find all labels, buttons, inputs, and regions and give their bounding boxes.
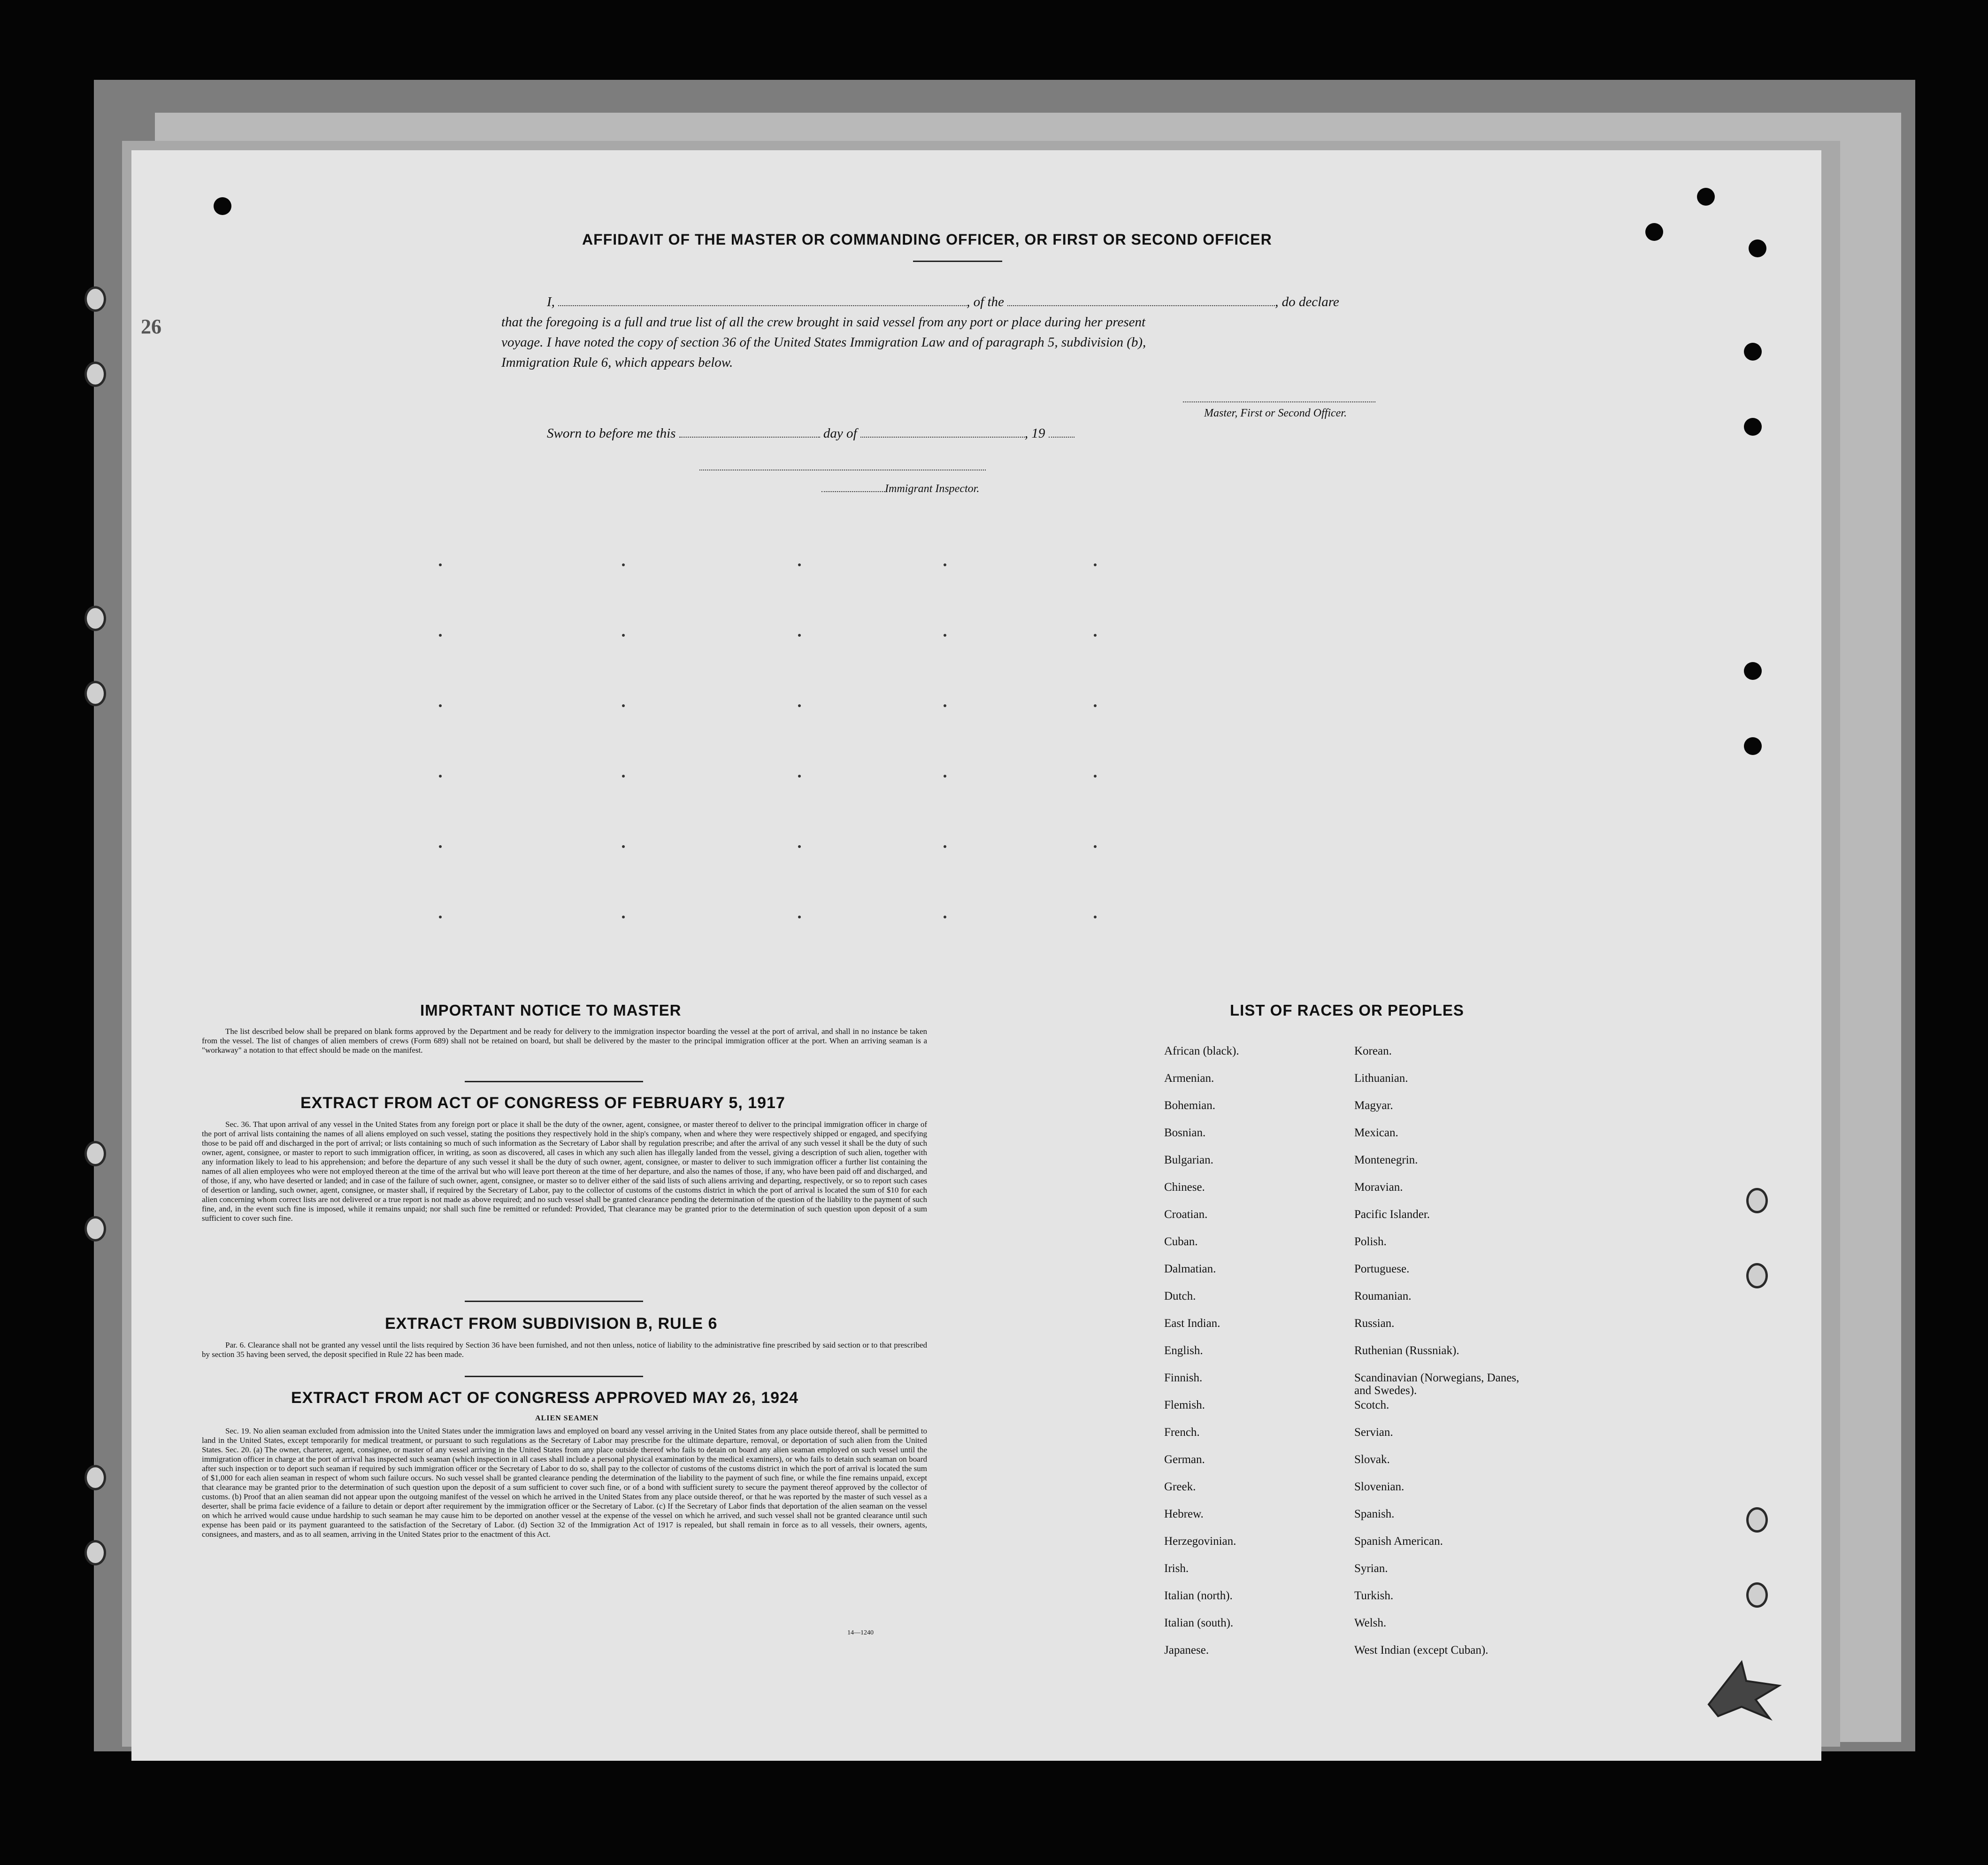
race-item: Mexican.: [1354, 1126, 1398, 1139]
race-item: Italian (north).: [1164, 1589, 1233, 1602]
name-blank[interactable]: [558, 305, 967, 306]
ring-hole: [84, 1216, 106, 1241]
sworn-text: , 19: [1024, 426, 1045, 441]
ghost-dot: [944, 916, 946, 918]
race-item: Lithuanian.: [1354, 1072, 1408, 1085]
ghost-dot: [798, 845, 801, 848]
divider: [465, 1081, 643, 1082]
inspector-label-text: Immigrant Inspector.: [885, 483, 980, 495]
subdivision-text: Par. 6. Clearance shall not be granted any vessel until the lists required by Section 36 have been furnished, and not then unless, notice of liability to the administrative fine prescribed by said section or to that prescribed by section 35 having been served, the deposit specified in Rule 22 has been made.: [202, 1341, 927, 1359]
ghost-dot: [439, 704, 442, 707]
affidavit-line-1: [547, 292, 1415, 312]
ring-hole: [84, 1540, 106, 1565]
race-item: Finnish.: [1164, 1372, 1203, 1384]
race-item: Flemish.: [1164, 1399, 1205, 1411]
race-item: Herzegovinian.: [1164, 1535, 1236, 1548]
race-item: French.: [1164, 1426, 1200, 1439]
ring-hole: [1746, 1188, 1768, 1213]
extract-1917-title: EXTRACT FROM ACT OF CONGRESS OF FEBRUARY 5, 1917: [300, 1094, 785, 1112]
race-item: English.: [1164, 1344, 1203, 1357]
ghost-dot: [622, 563, 625, 566]
divider: [465, 1376, 643, 1377]
ghost-dot: [944, 845, 946, 848]
extract-1924-text: Sec. 19. No alien seaman excluded from admission into the United States under the immigration laws and employed on board any vessel arriving in the United States from any place outside thereof, shall be permitted to land in the United States, except temporarily for medical treatment, or pursuant to such regulations as the Secretary of Labor may prescribe for the ultimate departure, removal, or deportation of such alien from the United States. Sec. 20. (a) The owner, charterer, agent, consignee, or master of any vessel arriving in the United States from any place outside thereof who fails to detain on board any alien seaman employed on such vessel until the immigration officer in charge at the port of arrival has inspected such seaman (which inspection in all cases shall include a personal physical examination by the medical examiners), or who fails to detain such seaman on board after such inspection or to deport such seaman if required by such immigration officer or the Secretary of Labor to do so, shall pay to the collector of customs of the customs district in which the port of arrival is located the sum of $1,000 for each alien seaman in respect of whom such failure occurs. No such vessel shall be granted clearance pending the determination of the liability to the payment of such fine, or while the fine remains unpaid, except that clearance may be granted prior to the determination of such question upon the deposit of a sum sufficient to cover such fine, or of a bond with sufficient surety to secure the payment thereof approved by the collector of customs. (b) Proof that an alien seaman did not appear upon the outgoing manifest of the vessel on which he arrived in the United States from any place outside thereof, or that he was reported by the master of such vessel as a deserter, shall be prima facie evidence of a failure to detain or deport after requirement by the immigration officer or the Secretary of Labor. (c) If the Secretary of Labor finds that deportation of the alien seaman on the vessel on which he arrived would cause undue hardship to such seaman he may cause him to be deported on another vessel at the expense of the vessel on which he arrived, and such vessel shall not be granted clearance until such expense has been paid or its payment guaranteed to the satisfaction of the Secretary of Labor. (d) Section 32 of the Immigration Act of 1917 is repealed, but shall remain in force as to all vessels, their owners, agents, consignees, and masters, and as to all seamen, arriving in the United States prior to the enactment of this Act.: [202, 1426, 927, 1539]
race-item: Welsh.: [1354, 1617, 1387, 1629]
punch-hole: [1645, 223, 1663, 241]
race-item: Magyar.: [1354, 1099, 1393, 1112]
ghost-dot: [622, 845, 625, 848]
sworn-text: day of: [823, 426, 857, 441]
ghost-dot: [439, 845, 442, 848]
ghost-dot: [798, 916, 801, 918]
race-item: Dutch.: [1164, 1290, 1196, 1302]
ghost-dot: [439, 775, 442, 778]
inspector-label: [821, 483, 979, 495]
punch-hole: [1744, 737, 1762, 755]
race-item: Pacific Islander.: [1354, 1208, 1430, 1221]
race-item: West Indian (except Cuban).: [1354, 1644, 1489, 1657]
sworn-text: Sworn to before me this: [547, 426, 676, 441]
race-item: Bulgarian.: [1164, 1154, 1213, 1166]
ghost-dot: [944, 775, 946, 778]
ghost-dot: [622, 775, 625, 778]
race-item: Cuban.: [1164, 1235, 1198, 1248]
affidavit-title: AFFIDAVIT OF THE MASTER OR COMMANDING OFFICER, OR FIRST OR SECOND OFFICER: [582, 231, 1272, 248]
divider: [913, 261, 1002, 262]
notice-title: IMPORTANT NOTICE TO MASTER: [420, 1002, 682, 1019]
race-item: Greek.: [1164, 1480, 1196, 1493]
race-item: Syrian.: [1354, 1562, 1388, 1575]
races-title: LIST OF RACES OR PEOPLES: [1230, 1002, 1464, 1019]
notice-text: The list described below shall be prepared on blank forms approved by the Department and be ready for delivery to the immigration inspector boarding the vessel at the port of arrival, and shall in no instance be taken from the vessel. The list of changes of alien members of crews (Form 689) shall not be retained on board, but shall be delivered by the master to the principal immigration officer at the port. When an arriving seaman is a "workaway" a notation to that effect should be made on the manifest.: [202, 1027, 927, 1055]
sworn-line: [547, 424, 1415, 444]
affidavit-text: , do declare: [1275, 294, 1339, 309]
race-item: Polish.: [1354, 1235, 1387, 1248]
sworn-day-blank[interactable]: [679, 437, 820, 438]
race-item: Slovak.: [1354, 1453, 1390, 1466]
ring-hole: [1746, 1507, 1768, 1533]
race-item: Armenian.: [1164, 1072, 1214, 1085]
race-item: Ruthenian (Russniak).: [1354, 1344, 1459, 1357]
ring-hole: [1746, 1582, 1768, 1608]
punch-hole: [1749, 239, 1766, 257]
divider: [465, 1301, 643, 1302]
race-item: Russian.: [1354, 1317, 1395, 1330]
race-item: Italian (south).: [1164, 1617, 1234, 1629]
ghost-dot: [622, 704, 625, 707]
race-item: German.: [1164, 1453, 1205, 1466]
race-item: Spanish.: [1354, 1508, 1395, 1520]
race-item: Hebrew.: [1164, 1508, 1204, 1520]
races-left-column: [1164, 1045, 1239, 1671]
affidavit-line-4: Immigration Rule 6, which appears below.: [501, 355, 733, 370]
ghost-dot: [798, 704, 801, 707]
ghost-dot: [1094, 775, 1097, 778]
race-item: Scandinavian (Norwegians, Danes, and Swedes).: [1354, 1372, 1520, 1397]
race-item: Dalmatian.: [1164, 1263, 1216, 1275]
race-item: Servian.: [1354, 1426, 1393, 1439]
ghost-dot: [1094, 704, 1097, 707]
master-signature-label: Master, First or Second Officer.: [1204, 407, 1347, 419]
ghost-dot: [798, 775, 801, 778]
affidavit-text: I,: [547, 294, 555, 309]
punch-hole: [1744, 343, 1762, 361]
ring-hole: [84, 1465, 106, 1490]
race-item: Irish.: [1164, 1562, 1189, 1575]
race-item: Roumanian.: [1354, 1290, 1412, 1302]
extract-1924-title: EXTRACT FROM ACT OF CONGRESS APPROVED MAY 26, 1924: [291, 1389, 798, 1407]
race-item: Slovenian.: [1354, 1480, 1405, 1493]
ghost-dot: [944, 704, 946, 707]
ghost-dot: [798, 634, 801, 637]
margin-mark: 26: [141, 315, 161, 338]
extract-1917-text: Sec. 36. That upon arrival of any vessel in the United States from any foreign port or place it shall be the duty of the owner, agent, consignee, or master thereof to deliver to the principal immigration officer in charge of the port of arrival lists containing the names of all aliens employed on such vessel, stating the positions they respectively hold in the ship's company, when and where they were respectively shipped or engaged, and specifying those to be paid off and discharged in the port of arrival; or lists containing so much of such information as the Secretary of Labor shall by regulation prescribe; and after the arrival of any such vessel it shall be the duty of such owner, agent, consignee, or master to report to such immigration officer, in writing, as soon as discovered, all cases in which any such alien has illegally landed from the vessel, giving a description of such alien, together with any information likely to lead to his apprehension; and before the departure of any such vessel it shall be the duty of such owner, agent, consignee, or master to deliver to such immigration officer a further list containing the names of all alien employees who were not employed thereon at the time of the arrival but who will leave port thereon at the time of her departure, and also the names of those, if any, who have been paid off and discharged, and of those, if any, who have deserted or landed; and in case of the failure of such owner, agent, consignee, or master so to deliver either of the said lists of such aliens arriving and departing, respectively, or so to report such cases of desertion or landing, such owner, agent, consignee, or master shall, if required by the Secretary of Labor, pay to the collector of customs of the customs district in which the port of arrival is located the sum of $10 for each alien concerning whom correct lists are not delivered or a true report is not made as above required; and no such vessel shall be granted clearance pending the determination of the question of the liability to the payment of such fine, and, in the event such fine is imposed, while it remains unpaid; nor shall such fine be remitted or refunded: Provided, That clearance may be granted prior to the determination of such question upon deposit of a sum sufficient to cover such fine.: [202, 1120, 927, 1223]
race-item: Japanese.: [1164, 1644, 1209, 1657]
extract-1924-subtitle: ALIEN SEAMEN: [535, 1414, 599, 1422]
form-number: 14—1240: [847, 1629, 874, 1636]
race-item: Bohemian.: [1164, 1099, 1216, 1112]
races-right-column: [1354, 1045, 1523, 1671]
race-item: East Indian.: [1164, 1317, 1220, 1330]
sworn-month-blank[interactable]: [860, 437, 1025, 438]
race-item: African (black).: [1164, 1045, 1239, 1057]
race-item: Spanish American.: [1354, 1535, 1443, 1548]
race-item: Bosnian.: [1164, 1126, 1206, 1139]
ghost-dot: [1094, 634, 1097, 637]
ring-hole: [1746, 1263, 1768, 1288]
ghost-dot: [439, 916, 442, 918]
ghost-dot: [1094, 563, 1097, 566]
affidavit-text: , of the: [967, 294, 1004, 309]
ghost-dot: [622, 634, 625, 637]
ring-hole: [84, 681, 106, 706]
race-item: Scotch.: [1354, 1399, 1389, 1411]
ring-hole: [84, 1141, 106, 1166]
punch-hole: [1744, 662, 1762, 680]
ghost-dot: [622, 916, 625, 918]
ghost-dot: [1094, 845, 1097, 848]
subdivision-title: EXTRACT FROM SUBDIVISION B, RULE 6: [385, 1315, 718, 1333]
punch-hole: [1744, 418, 1762, 436]
ghost-dot: [944, 634, 946, 637]
sworn-year-blank[interactable]: [1049, 437, 1075, 438]
ghost-dot: [1094, 916, 1097, 918]
ghost-dot: [439, 634, 442, 637]
punch-hole: [1697, 188, 1715, 206]
race-item: Turkish.: [1354, 1589, 1394, 1602]
stamp-mark-icon: [1699, 1653, 1793, 1728]
race-item: Portuguese.: [1354, 1263, 1410, 1275]
punch-hole: [214, 197, 231, 215]
ghost-dot: [798, 563, 801, 566]
vessel-blank[interactable]: [1007, 305, 1275, 306]
race-item: Croatian.: [1164, 1208, 1208, 1221]
ghost-dot: [944, 563, 946, 566]
ring-hole: [84, 606, 106, 631]
race-item: Chinese.: [1164, 1181, 1205, 1194]
affidavit-line-2: that the foregoing is a full and true list of all the crew brought in said vessel from any port or place during her present: [501, 315, 1146, 330]
ring-hole: [84, 362, 106, 387]
affidavit-line-3: voyage. I have noted the copy of section 36 of the United States Immigration Law and of paragraph 5, subdivision (b),: [501, 335, 1146, 350]
race-item: Korean.: [1354, 1045, 1392, 1057]
ring-hole: [84, 286, 106, 312]
race-item: Montenegrin.: [1354, 1154, 1418, 1166]
race-item: Moravian.: [1354, 1181, 1403, 1194]
inspector-blank: [821, 491, 885, 492]
master-signature-blank[interactable]: [1183, 401, 1375, 402]
ghost-dot: [439, 563, 442, 566]
